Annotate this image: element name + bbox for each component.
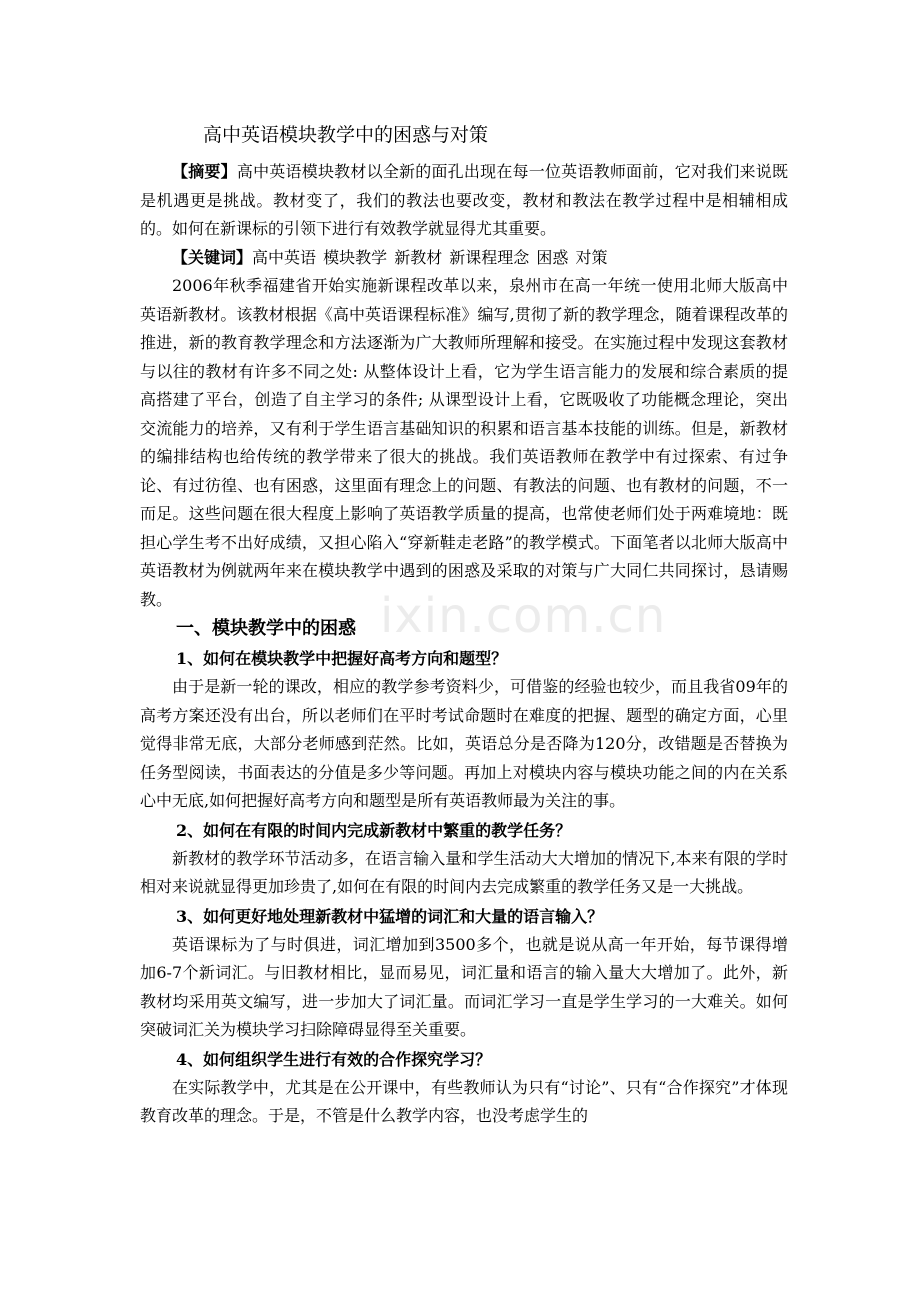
section-heading: 一、模块教学中的困惑 (176, 618, 356, 639)
subsection-heading: 2、如何在有限的时间内完成新教材中繁重的教学任务？ (176, 820, 572, 840)
subsection-heading: 1、如何在模块教学中把握好高考方向和题型？ (176, 649, 508, 668)
intro-paragraph: 2006年秋季福建省开始实施新课程改革以来，泉州市在高一年统一使用北师大版高中英语新教材。该教材根据《高中英语课程标准》编写,贯彻了新的教学理念，随着课程改革的推进，新的教育教学理念和方法逐渐为广大教师所理解和接受。在实施过程中发现这套教材与以往的教材有许多不同之处: 从整体设计上看，它为学生语言能力的发展和综合素质的提高搭建了平台，创造了自主学习的条件; 从课型设计上看，它既吸收了功能概念理论，突出交流能力的培养，又有利于学生语言基础知识的积累和语言基本技能的训练。但是，新教材的编排结构也给传统的教学带来了很大的挑战。我们英语教师在教学中有过探索、有过争论、有过彷徨、也有困惑，这里面有理念上的问题、有教法的问题、也有教材的问题，不一而足。这些问题在很大程度上影响了英语教学质量的提高，也常使老师们处于两难境地：既担心学生考不出好成绩，又担心陷入“穿新鞋走老路”的教学模式。下面笔者以北师大版高中英语教材为例就两年来在模块教学中遇到的困惑及采取的对策与广大同仁共同探讨，恳请赐教。 (140, 276, 788, 609)
keywords-text: 高中英语 模块教学 新教材 新课程理念 困惑 对策 (252, 247, 608, 267)
abstract-text: 高中英语模块教材以全新的面孔出现在每一位英语教师面前，它对我们来说既是机遇更是挑战。教材变了，我们的教法也要改变，教材和教法在教学过程中是相辅相成的。如何在新课标的引领下进行有效教学就显得尤其重要。 (140, 162, 788, 238)
subsection-paragraph: 在实际教学中，尤其是在公开课中，有些教师认为只有“讨论”、只有“合作探究”才体现教育改革的理念。于是，不管是什么教学内容，也没考虑学生的 (140, 1077, 788, 1125)
document-title: 高中英语模块教学中的困惑与对策 (203, 124, 489, 146)
subsection-paragraph: 新教材的教学环节活动多，在语言输入量和学生活动大大增加的情况下,本来有限的学时相对来说就显得更加珍贵了,如何在有限的时间内去完成繁重的教学任务又是一大挑战。 (140, 848, 788, 896)
subsection-heading: 3、如何更好地处理新教材中猛增的词汇和大量的语言输入？ (176, 906, 604, 926)
abstract-label: 【摘要】 (172, 162, 237, 181)
subsection-paragraph: 英语课标为了与时俱进，词汇增加到3500多个，也就是说从高一年开始，每节课得增加6-7个新词汇。与旧教材相比，显而易见，词汇量和语言的输入量大大增加了。此外，新教材均采用英文编写，进一步加大了词汇量。而词汇学习一直是学生学习的一大难关。如何突破词汇关为模块学习扫除障碍显得至关重要。 (140, 934, 788, 1039)
keywords-label: 【关键词】 (172, 247, 253, 267)
subsection-paragraph: 由于是新一轮的课改，相应的教学参考资料少，可借鉴的经验也较少，而且我省09年的高考方案还没有出台，所以老师们在平时考试命题时在难度的把握、题型的确定方面，心里觉得非常无底，大部分老师感到茫然。比如，英语总分是否降为120分，改错题是否替换为任务型阅读，书面表达的分值是多少等问题。再加上对模块内容与模块功能之间的内在关系心中无底,如何把握好高考方向和题型是所有英语教师最为关注的事。 (140, 677, 788, 810)
document-body (140, 158, 788, 1131)
watermark-text: ixin.com.cn (380, 588, 667, 644)
keywords-paragraph (140, 244, 788, 273)
subsection-heading: 4、如何组织学生进行有效的合作探究学习？ (176, 1049, 492, 1069)
abstract-paragraph (140, 158, 788, 244)
